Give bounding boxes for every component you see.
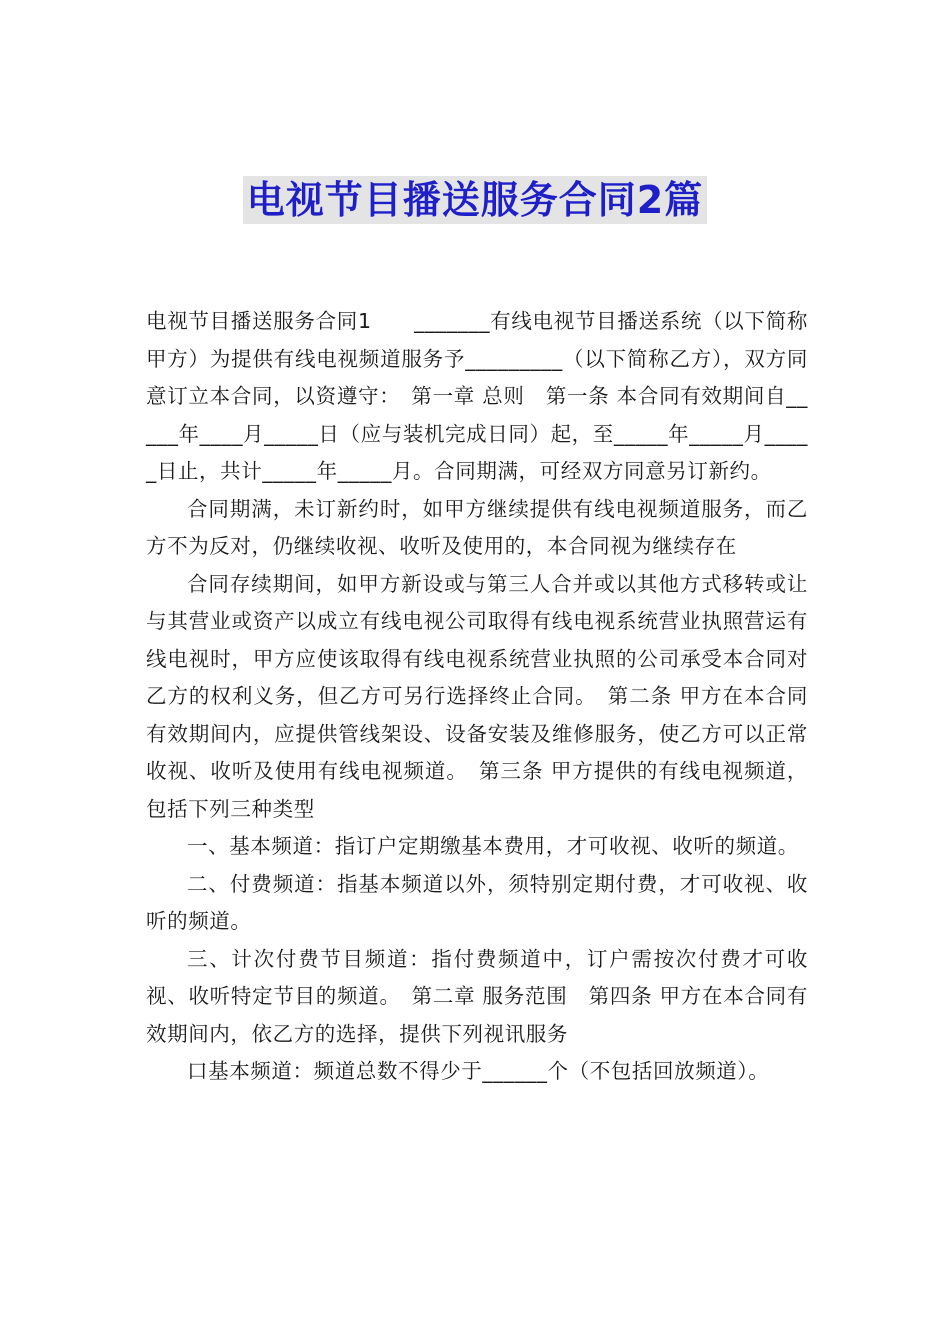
document-title: 电视节目播送服务合同2篇	[243, 176, 707, 224]
paragraph-4: 一、基本频道：指订户定期缴基本费用，才可收视、收听的频道。	[187, 834, 799, 858]
paragraph-7: 口基本频道：频道总数不得少于______个（不包括回放频道）。	[187, 1059, 770, 1083]
paragraph-1: 电视节目播送服务合同1 _______有线电视节目播送系统（以下简称甲方）为提供有线电视频道服务予_________（以下简称乙方），双方同意订立本合同，以资遵守： 第一章 总则 第一条 本合同有效期间自_____年____月_____日（应与装机完成日同）起，至_____年_____月_____日止，共计_____年_____月。合同期满，可经双方同意另订新约。	[146, 309, 808, 483]
paragraph-6: 三、计次付费节目频道：指付费频道中，订户需按次付费才可收视、收听特定节目的频道。 第二章 服务范围 第四条 甲方在本合同有效期间内，依乙方的选择，提供下列视讯服务	[146, 946, 808, 1046]
paragraph-3: 合同存续期间，如甲方新设或与第三人合并或以其他方式移转或让与其营业或资产以成立有线电视公司取得有线电视系统营业执照营运有线电视时，甲方应使该取得有线电视系统营业执照的公司承受本合同对乙方的权利义务，但乙方可另行选择终止合同。 第二条 甲方在本合同有效期间内，应提供管线架设、设备安装及维修服务，使乙方可以正常收视、收听及使用有线电视频道。 第三条 甲方提供的有线电视频道，包括下列三种类型	[146, 571, 808, 821]
paragraph-5: 二、付费频道：指基本频道以外，须特别定期付费，才可收视、收听的频道。	[146, 871, 808, 933]
title-container	[0, 176, 950, 224]
paragraph-2: 合同期满，未订新约时，如甲方继续提供有线电视频道服务，而乙方不为反对，仍继续收视、收听及使用的，本合同视为继续存在	[146, 496, 808, 558]
document-body	[146, 303, 808, 1091]
